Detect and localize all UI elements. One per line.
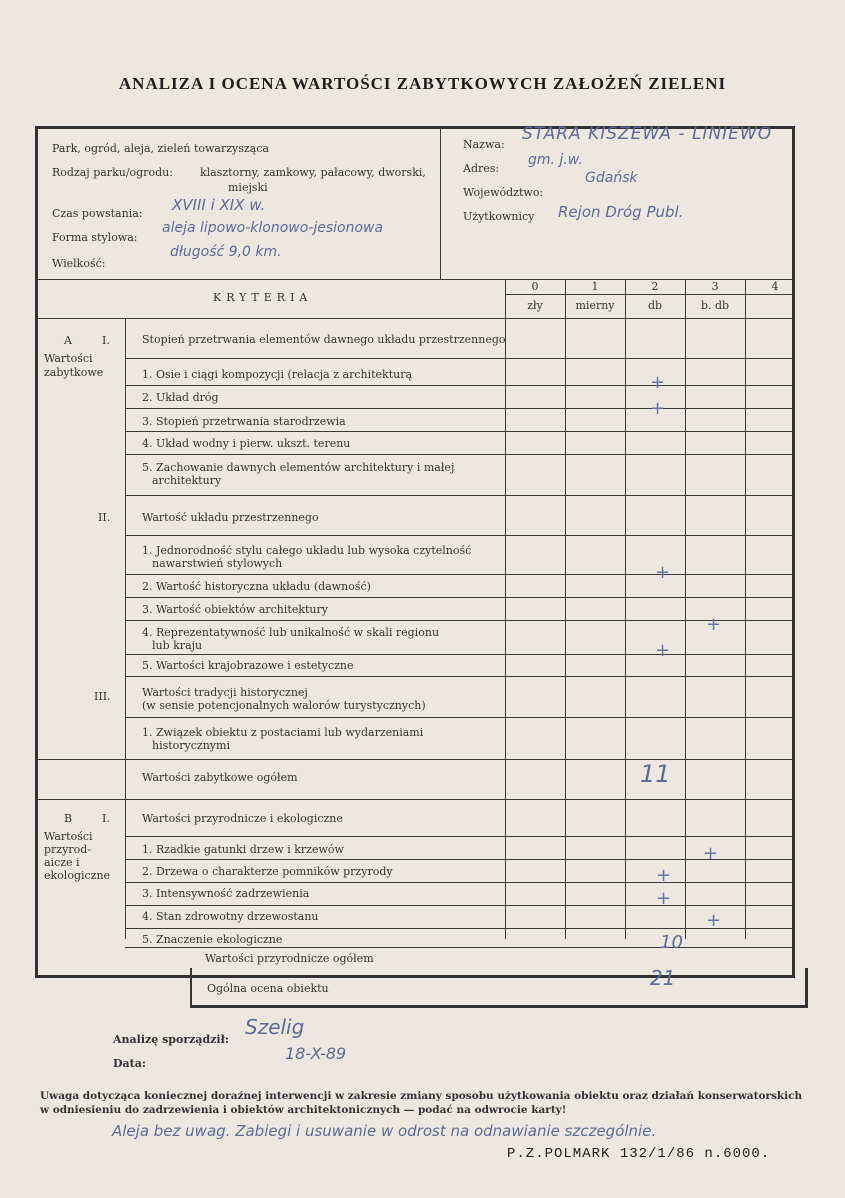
section-b-roman: I. [102,812,110,825]
col-num-2: 2 [651,280,659,293]
rodzaj-options-2: miejski [228,181,268,194]
b-item-3: 3. Intensywność zadrzewienia [142,887,310,900]
handwriting-czas: XVIII i XIX w. [172,196,266,214]
line [125,947,795,948]
print-stamp: P.Z.POLMARK 132/1/86 n.6000. [507,1146,771,1162]
col-num-0: 0 [531,280,539,293]
a-ii-item-1-cont: nawarstwień stylowych [152,557,283,570]
section-b-divider [125,799,126,939]
a-ii-item-5: 5. Wartości krajobrazowe i estetyczne [142,659,354,672]
overall-value: 21 [650,966,676,990]
line [125,654,795,655]
section-a-divider [125,318,126,800]
line [190,968,191,1008]
mark-a-i-2: + [650,398,666,419]
col-line [625,279,626,939]
uwaga-line-1: Uwaga dotycząca koniecznej doraźnej interwencji w zakresie zmiany sposobu użytkowania obiektu oraz działań konserwatorskich [40,1090,803,1102]
mark-a-ii-5: + [655,640,671,661]
rodzaj-label: Rodzaj parku/ogrodu: [52,166,173,179]
overall-label: Ogólna ocena obiektu [207,982,329,995]
a-i-item-1: 1. Osie i ciągi kompozycji (relacja z architekturą [142,368,413,381]
rodzaj-options: klasztorny, zamkowy, pałacowy, dworski, [200,166,426,179]
line [125,928,795,929]
nazwa-label: Nazwa: [463,138,505,151]
section-b-code: B [64,812,73,825]
mark-a-ii-4: + [706,614,722,635]
b-item-2: 2. Drzewa o charakterze pomników przyrody [142,865,393,878]
a-iii-item-1-cont: historycznymi [152,739,230,752]
line [125,597,795,598]
line [125,620,795,621]
mark-b-4: + [706,910,722,931]
line [125,495,795,496]
analiza-label: Analizę sporządził: [113,1033,229,1046]
col-line [745,279,746,939]
line [35,759,795,760]
section-a-code: A [64,334,72,347]
col-num-3: 3 [711,280,719,293]
section-b-total-value: 10 [660,932,683,953]
header-divider [440,129,441,279]
section-a-iii-title-2: (w sensie potencjonalnych walorów turystycznych) [142,699,426,712]
col-line [565,279,566,939]
line [125,859,795,860]
col-num-4: 4 [771,280,779,293]
line [125,676,795,677]
line [125,717,795,718]
mark-b-3: + [656,888,672,909]
section-a-roman-2: II. [98,511,111,524]
a-iii-item-1: 1. Związek obiektu z postaciami lub wydarzeniami [142,726,424,739]
section-b-i-title: Wartości przyrodnicze i ekologiczne [142,812,343,825]
page-title: ANALIZA I OCENA WARTOŚCI ZABYTKOWYCH ZAŁOŻEŃ ZIELENI [118,74,727,93]
mark-b-1: + [703,843,719,864]
mark-b-2: + [656,865,672,886]
section-a-roman-3: III. [94,690,111,703]
section-a-name-2: zabytkowe [44,366,104,379]
a-i-item-3: 3. Stopień przetrwania starodrzewia [142,415,346,428]
section-a-iii-title-1: Wartości tradycji historycznej [142,686,308,699]
handwriting-forma-2: długość 9,0 km. [170,244,282,260]
kryteria-label: KRYTERIA [213,291,313,304]
section-b-total-label: Wartości przyrodnicze ogółem [205,952,374,965]
mark-a-i-1: + [650,372,666,393]
uwaga-line-2: w odniesieniu do zadrzewienia i obiektów architektonicznych — podać na odwrocie karty! [40,1104,567,1116]
section-a-name-1: Wartości [44,352,93,365]
line [125,836,795,837]
b-item-4: 4. Stan zdrowotny drzewostanu [142,910,319,923]
data-label: Data: [113,1057,146,1070]
handwriting-uzytkownicy: Rejon Dróg Publ. [558,203,684,221]
line [125,408,795,409]
a-i-item-5-cont: architektury [152,474,222,487]
a-ii-item-2: 2. Wartość historyczna układu (dawność) [142,580,371,593]
col-line [505,279,506,939]
section-a-i-title: Stopień przetrwania elementów dawnego układu przestrzennego [142,333,506,346]
line [35,318,795,319]
czas-label: Czas powstania: [52,207,143,220]
handwriting-forma-1: aleja lipowo-klonowo-jesionowa [162,220,384,236]
line [125,535,795,536]
col-label-0: zły [527,299,543,312]
section-b-name-3: aicze i [44,856,80,869]
section-a-total-label: Wartości zabytkowe ogółem [142,771,298,784]
section-a-roman-1: I. [102,334,110,347]
handwriting-adres-2: Gdańsk [585,170,638,186]
line [35,799,795,800]
b-item-5: 5. Znaczenie ekologiczne [142,933,283,946]
line [125,385,795,386]
wielkosc-label: Wielkość: [52,257,106,270]
a-ii-item-4: 4. Reprezentatywność lub unikalność w skali regionu [142,626,440,639]
line [125,905,795,906]
b-item-1: 1. Rzadkie gatunki drzew i krzewów [142,843,344,856]
col-label-3: b. db [700,299,730,312]
line [125,454,795,455]
a-ii-item-1: 1. Jednorodność stylu całego układu lub wysoka czytelność [142,544,472,557]
uzytkownicy-label: Użytkownicy [463,210,535,223]
section-a-ii-title: Wartość układu przestrzennego [142,511,319,524]
a-ii-item-4-cont: lub kraju [152,639,203,652]
a-i-item-2: 2. Układ dróg [142,391,219,404]
section-a-total-value: 11 [640,760,671,788]
park-label: Park, ogród, aleja, zieleń towarzysząca [52,142,269,155]
col-num-1: 1 [591,280,599,293]
handwriting-signature: Szelig [245,1015,305,1039]
line [505,294,795,295]
a-i-item-4: 4. Układ wodny i pierw. ukszt. terenu [142,437,351,450]
handwriting-adres-1: gm. j.w. [528,152,583,168]
section-b-name-4: ekologiczne [44,869,111,882]
a-ii-item-3: 3. Wartość obiektów architektury [142,603,328,616]
mark-a-ii-1: + [655,562,671,583]
col-label-2: db [647,299,663,312]
a-i-item-5: 5. Zachowanie dawnych elementów architektury i małej [142,461,455,474]
line [125,431,795,432]
col-label-1: mierny [575,299,615,312]
line [125,574,795,575]
wojewodztwo-label: Województwo: [463,186,544,199]
line [125,882,795,883]
handwriting-nazwa: STARA KISZEWA - LINIEWO [522,124,773,144]
line [125,358,795,359]
adres-label: Adres: [463,162,500,175]
forma-label: Forma stylowa: [52,231,138,244]
section-b-name-2: przyrod- [44,843,91,856]
section-b-name-1: Wartości [44,830,93,843]
col-line [685,279,686,939]
handwriting-uwaga: Aleja bez uwag. Zabiegi i usuwanie w odrost na odnawianie szczególnie. [112,1122,657,1140]
handwriting-date: 18-X-89 [285,1044,347,1063]
